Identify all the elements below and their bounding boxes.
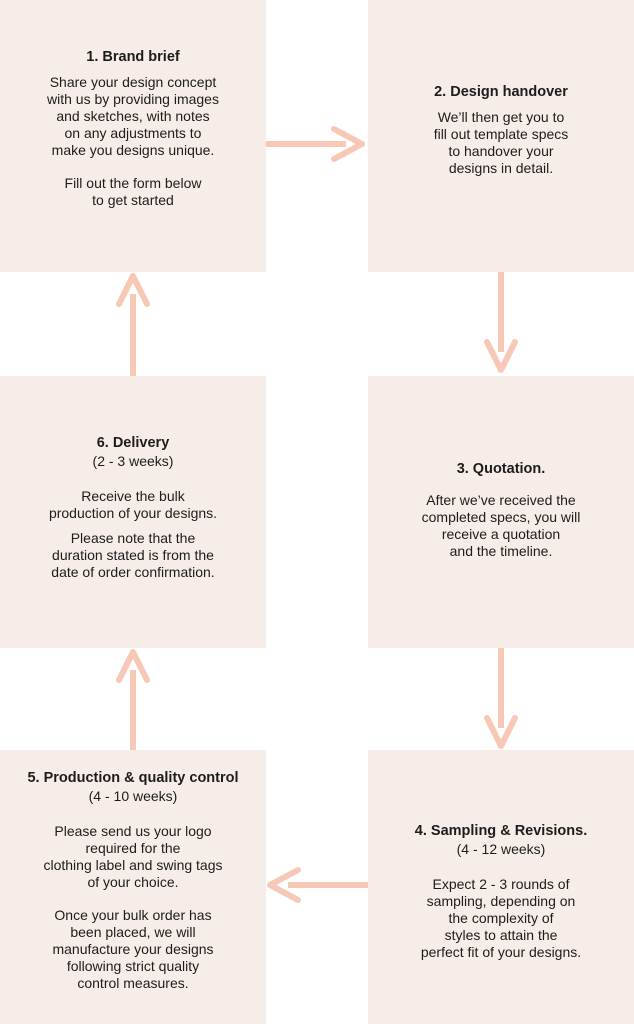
arrow-down-step3-to-step4	[487, 648, 515, 746]
step-title: 5. Production & quality control	[27, 769, 239, 786]
step-text: Fill out the form below to get started	[64, 174, 202, 208]
step-title: 3. Quotation.	[456, 461, 546, 477]
arrow-right-step1-to-step2	[266, 129, 362, 159]
step-title: 1. Brand brief	[86, 48, 180, 65]
step-title: 2. Design handover	[434, 84, 568, 100]
arrow-up-step5-to-step6	[119, 652, 147, 750]
step-duration: (2 - 3 weeks)	[92, 452, 174, 469]
arrow-down-step2-to-step3	[487, 272, 515, 370]
step-text: Please note that the duration stated is from the date of order confirmation.	[51, 529, 215, 580]
step-text: Share your design concept with us by providing images and sketches, with notes on any adjustments to make you designs unique.	[47, 73, 219, 158]
step-text: After we’ve received the completed specs, you will receive a quotation and the timeline.	[421, 492, 581, 559]
step-text: We’ll then get you to fill out template specs to handover your designs in detail.	[433, 109, 569, 176]
step-text: Once your bulk order has been placed, we will manufacture your designs following strict quality control measures.	[52, 906, 214, 991]
arrow-up-step6-to-step1	[119, 276, 147, 376]
arrow-left-step4-to-step5	[270, 870, 368, 900]
step-text: Receive the bulk production of your designs.	[48, 487, 218, 521]
step-text: Please send us your logo required for the clothing label and swing tags of your choice.	[43, 822, 223, 890]
step-text: Expect 2 - 3 rounds of sampling, depending on the complexity of styles to attain the perfect fit of your designs.	[420, 875, 582, 960]
step-title: 4. Sampling & Revisions.	[414, 822, 588, 839]
step-title: 6. Delivery	[96, 434, 170, 451]
step-duration: (4 - 12 weeks)	[456, 840, 546, 857]
step-duration: (4 - 10 weeks)	[88, 787, 178, 804]
